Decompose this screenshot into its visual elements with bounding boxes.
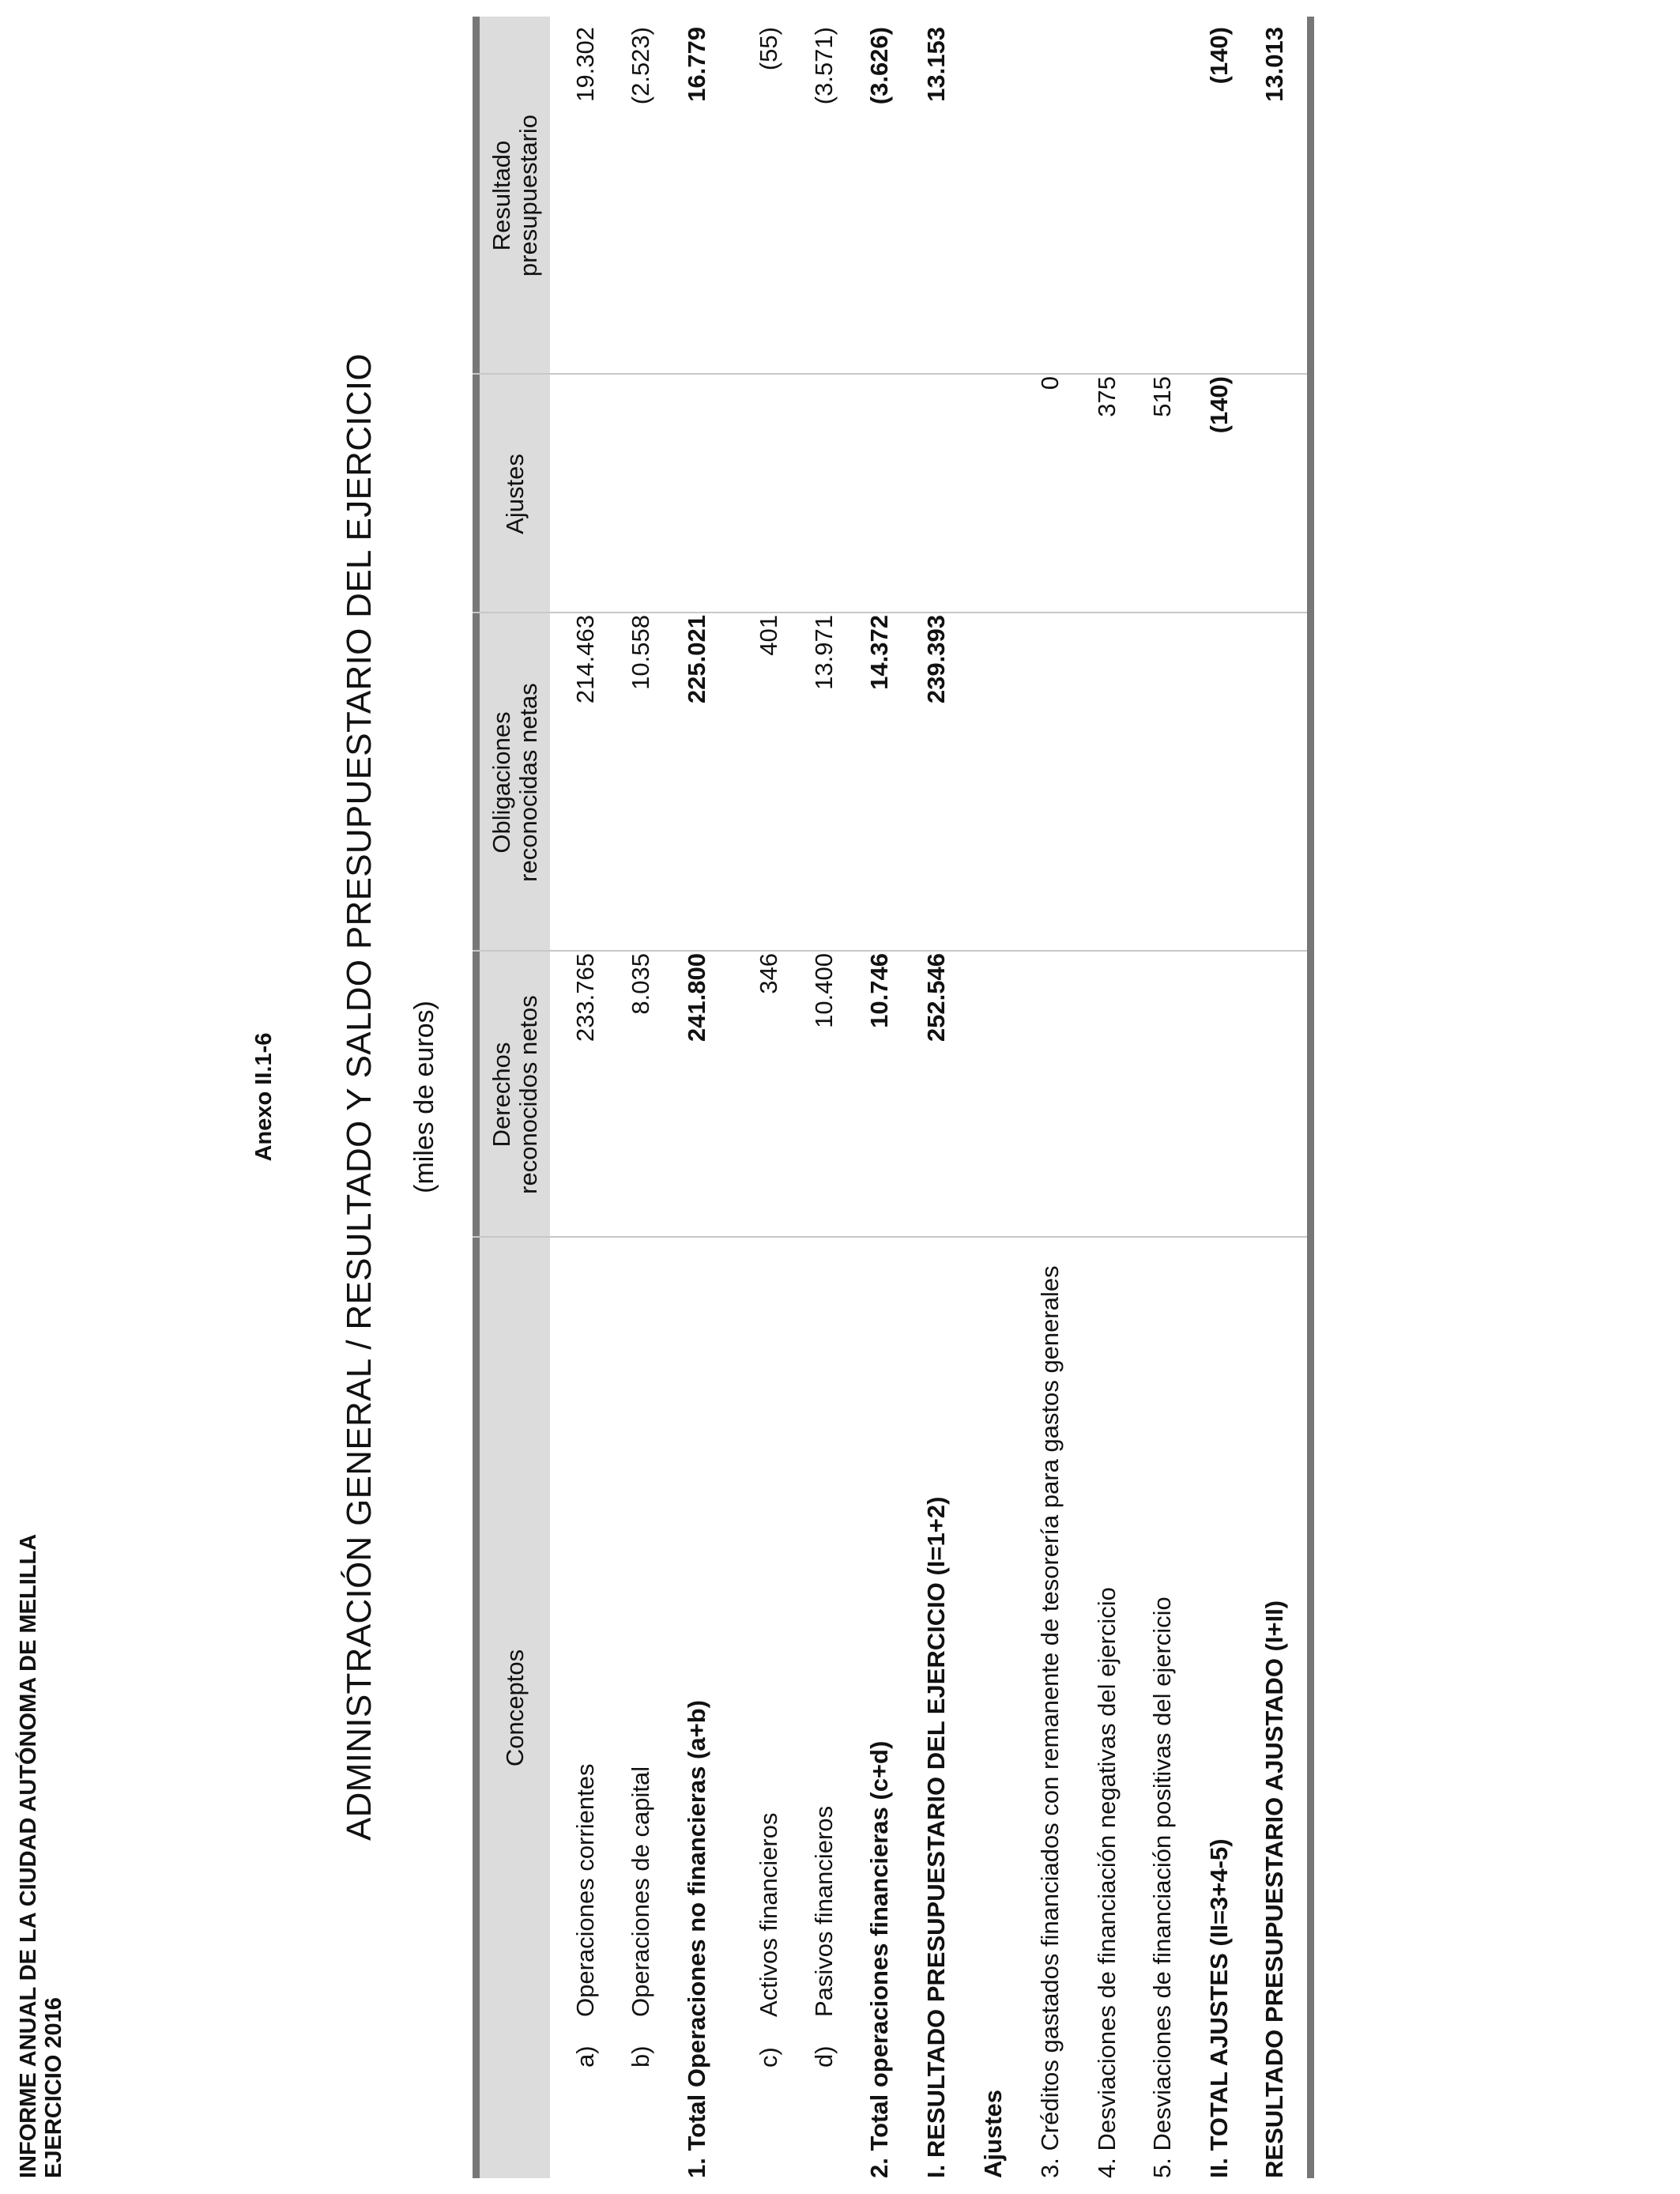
report-year: EJERCICIO 2016 bbox=[41, 1997, 66, 2178]
cell-resultado: 13.013 bbox=[1260, 27, 1288, 102]
cell-derechos bbox=[969, 953, 1018, 1238]
header-derechos: Derechos reconocidos netos bbox=[487, 995, 542, 1194]
row-concept bbox=[855, 1238, 904, 2178]
cell-ajustes bbox=[969, 376, 1018, 613]
header-obligaciones: Obligaciones reconocidas netas bbox=[487, 683, 542, 882]
table-row bbox=[969, 17, 1018, 2178]
cell-obligaciones: 14.372 bbox=[865, 615, 893, 690]
cell-ajustes bbox=[616, 376, 665, 613]
cell-derechos: 10.746 bbox=[865, 953, 893, 1028]
row-label: Operaciones corrientes bbox=[571, 1763, 599, 2017]
cell-obligaciones: 225.021 bbox=[683, 615, 710, 704]
row-concept bbox=[1138, 1238, 1187, 2178]
header-ajustes: Ajustes bbox=[500, 454, 529, 534]
row-label: 3. Créditos gastados financiados con remanente de tesorería para gastos generales bbox=[1036, 1265, 1064, 2178]
cell-derechos bbox=[1083, 953, 1132, 1238]
row-concept bbox=[561, 1127, 610, 2178]
cell-derechos bbox=[1026, 953, 1075, 1238]
row-concept bbox=[1250, 1238, 1299, 2178]
row-label: 1. Total Operaciones no financieras (a+b) bbox=[683, 1700, 710, 2178]
table-row bbox=[1250, 17, 1299, 2178]
cell-obligaciones bbox=[1026, 615, 1075, 952]
row-label: Operaciones de capital bbox=[627, 1766, 654, 2017]
row-concept bbox=[744, 1127, 793, 2178]
cell-derechos: 8.035 bbox=[627, 953, 654, 1015]
report-title: INFORME ANUAL DE LA CIUDAD AUTÓNOMA DE MELILLA bbox=[16, 1533, 41, 2178]
row-label: I. RESULTADO PRESUPUESTARIO DEL EJERCICIO (I=1+2) bbox=[922, 1496, 950, 2178]
cell-ajustes: 515 bbox=[1148, 376, 1176, 417]
row-label: 5. Desviaciones de financiación positivas del ejercicio bbox=[1148, 1596, 1176, 2178]
row-concept bbox=[616, 1127, 665, 2178]
table-row bbox=[1083, 17, 1132, 2178]
cell-obligaciones bbox=[1250, 615, 1299, 952]
cell-obligaciones: 214.463 bbox=[571, 615, 599, 704]
cell-resultado: (3.626) bbox=[865, 27, 893, 105]
row-label: 2. Total operaciones financieras (c+d) bbox=[865, 1740, 893, 2178]
units-label: (miles de euros) bbox=[409, 1001, 439, 1193]
cell-resultado bbox=[969, 27, 1018, 375]
cell-derechos: 10.400 bbox=[810, 953, 838, 1028]
cell-ajustes bbox=[744, 376, 793, 613]
row-label: Pasivos financieros bbox=[810, 1805, 838, 2017]
cell-derechos bbox=[1195, 953, 1244, 1238]
cell-obligaciones: 239.393 bbox=[922, 615, 950, 704]
cell-ajustes: 0 bbox=[1036, 376, 1064, 390]
cell-resultado bbox=[1026, 27, 1075, 375]
row-letter: a) bbox=[571, 2045, 599, 2068]
cell-derechos: 252.546 bbox=[922, 953, 950, 1042]
row-concept bbox=[1026, 1238, 1075, 2178]
table-row bbox=[1026, 17, 1075, 2178]
cell-resultado: 13.153 bbox=[922, 27, 950, 102]
cell-derechos: 346 bbox=[755, 953, 782, 994]
row-label: RESULTADO PRESUPUESTARIO AJUSTADO (I+II) bbox=[1260, 1600, 1288, 2178]
cell-ajustes bbox=[855, 376, 904, 613]
row-label: 4. Desviaciones de financiación negativas del ejercicio bbox=[1093, 1587, 1121, 2178]
cell-derechos: 241.800 bbox=[683, 953, 710, 1042]
cell-obligaciones: 13.971 bbox=[810, 615, 838, 690]
row-concept bbox=[800, 1127, 849, 2178]
table-bottom-rule bbox=[1307, 17, 1314, 2178]
row-concept bbox=[672, 1238, 721, 2178]
row-concept bbox=[912, 1238, 961, 2178]
row-label: Activos financieros bbox=[755, 1812, 782, 2017]
cell-resultado: (2.523) bbox=[627, 27, 654, 105]
cell-resultado: (3.571) bbox=[810, 27, 838, 105]
table-row bbox=[912, 17, 961, 2178]
row-concept bbox=[1195, 1238, 1244, 2178]
table-row bbox=[561, 17, 610, 2178]
row-label: Ajustes bbox=[979, 2090, 1007, 2178]
table-row bbox=[1138, 17, 1187, 2178]
annex-label: Anexo II.1-6 bbox=[251, 1032, 277, 1162]
table-row bbox=[1195, 17, 1244, 2178]
cell-derechos bbox=[1250, 953, 1299, 1238]
cell-resultado: (55) bbox=[755, 27, 782, 71]
table-row bbox=[744, 17, 793, 2178]
table-row bbox=[855, 17, 904, 2178]
cell-obligaciones bbox=[969, 615, 1018, 952]
cell-resultado bbox=[1083, 27, 1132, 375]
cell-resultado: 16.779 bbox=[683, 27, 710, 102]
cell-resultado bbox=[1138, 27, 1187, 375]
cell-ajustes bbox=[672, 376, 721, 613]
cell-ajustes bbox=[561, 376, 610, 613]
row-concept bbox=[969, 1238, 1018, 2178]
row-letter: c) bbox=[755, 2047, 782, 2068]
budget-table bbox=[473, 17, 1315, 2178]
cell-resultado: (140) bbox=[1205, 27, 1233, 85]
cell-ajustes: (140) bbox=[1205, 376, 1233, 434]
row-label: II. TOTAL AJUSTES (II=3+4-5) bbox=[1205, 1838, 1233, 2178]
table-row bbox=[800, 17, 849, 2178]
table-row bbox=[616, 17, 665, 2178]
header-concepts: Conceptos bbox=[500, 1649, 529, 1767]
cell-derechos: 233.765 bbox=[571, 953, 599, 1042]
row-concept bbox=[1083, 1238, 1132, 2178]
cell-obligaciones bbox=[1138, 615, 1187, 952]
cell-ajustes bbox=[1250, 376, 1299, 613]
cell-ajustes bbox=[912, 376, 961, 613]
cell-obligaciones: 401 bbox=[755, 615, 782, 656]
row-letter: b) bbox=[627, 2045, 654, 2068]
cell-ajustes: 375 bbox=[1093, 376, 1121, 417]
cell-ajustes bbox=[800, 376, 849, 613]
table-row bbox=[672, 17, 721, 2178]
cell-obligaciones: 10.558 bbox=[627, 615, 654, 690]
cell-resultado: 19.302 bbox=[571, 27, 599, 102]
cell-obligaciones bbox=[1083, 615, 1132, 952]
row-letter: d) bbox=[810, 2045, 838, 2068]
cell-obligaciones bbox=[1195, 615, 1244, 952]
header-resultado: Resultado presupuestario bbox=[487, 114, 542, 277]
cell-derechos bbox=[1138, 953, 1187, 1238]
table-title: ADMINISTRACIÓN GENERAL / RESULTADO Y SALDO PRESUPUESTARIO DEL EJERCICIO bbox=[340, 353, 379, 1841]
